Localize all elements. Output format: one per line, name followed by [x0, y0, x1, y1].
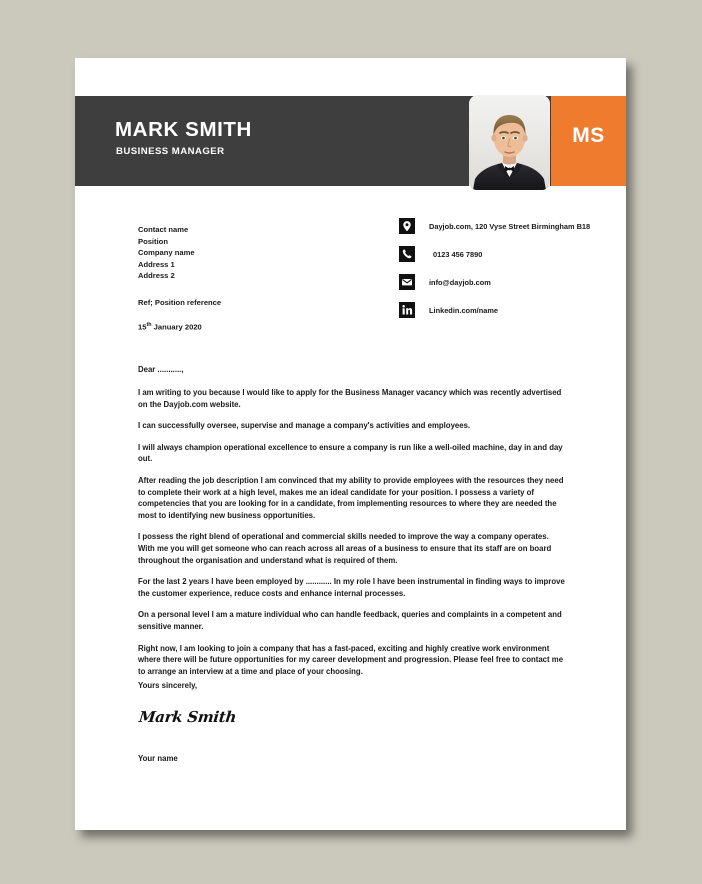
letter-body — [138, 387, 565, 687]
initials-block — [551, 96, 626, 186]
signature: Mark Smith — [138, 708, 238, 726]
location-pin-icon — [399, 218, 415, 234]
contact-email-text: info@dayjob.com — [429, 278, 491, 287]
contact-phone-text: 0123 456 7890 — [433, 250, 483, 259]
closing-line: Yours sincerely, — [138, 681, 198, 690]
letter-paragraph: On a personal level I am a mature individual who can handle feedback, queries and complaints in a competent and sensitive manner. — [138, 610, 562, 631]
recipient-block — [138, 224, 195, 282]
recipient-line: Address 1 — [138, 259, 175, 269]
date-day: 15 — [138, 322, 147, 332]
salutation: Dear ..........., — [138, 365, 184, 374]
contact-row-phone — [399, 246, 614, 274]
recipient-line: Address 2 — [138, 271, 175, 281]
letter-paragraph: I am writing to you because I would like to apply for the Business Manager vacancy which was recently advertised on the Dayjob.com website. — [138, 388, 562, 409]
contact-row-email — [399, 274, 614, 302]
letter-date — [138, 322, 202, 332]
letter-paragraph: For the last 2 years I have been employed by ............ In my role I have been instrumental in finding ways to improve the customer experience, reduce costs and enhance internal processes. — [138, 577, 565, 598]
recipient-line: Position — [138, 236, 168, 246]
contact-row-address — [399, 218, 614, 246]
phone-icon — [399, 246, 415, 262]
letter-paragraph: I will always champion operational excellence to ensure a company is run like a well-oiled machine, day in and day out. — [138, 442, 563, 464]
linkedin-icon — [399, 302, 415, 318]
letter-page — [75, 58, 626, 830]
recipient-line: Contact name — [138, 225, 189, 234]
letter-paragraph: I can successfully oversee, supervise and manage a company's activities and employees. — [138, 421, 471, 431]
profile-photo — [469, 95, 550, 190]
date-rest: January 2020 — [151, 322, 202, 332]
recipient-line: Company name — [138, 248, 195, 258]
letter-paragraph: Right now, I am looking to join a company that has a fast-paced, exciting and highly creative work environment where there will be future opportunities for my career development and progression. Please feel free to contact me to arrange an interview at a time and place of your choosing. — [138, 643, 564, 676]
initials-text: MS — [572, 124, 605, 147]
contact-address-text: Dayjob.com, 120 Vyse Street Birmingham B18 — [429, 222, 591, 231]
position-reference: Ref; Position reference — [138, 298, 222, 307]
header-job-title: BUSINESS MANAGER — [116, 146, 225, 157]
letter-paragraph: I possess the right blend of operational and commercial skills needed to improve the way a company operates. With me you will get someone who can reach across all areas of a business to ensure that its staff are on board throughout the organisation and understand what is required of them. — [138, 532, 552, 565]
your-name-placeholder: Your name — [138, 754, 178, 763]
contact-linkedin-text: Linkedin.com/name — [429, 306, 498, 315]
page-title: MARK SMITH — [115, 118, 252, 141]
letter-paragraph: After reading the job description I am convinced that my ability to provide employees with the resources they need to complete their work at a high level, makes me an ideal candidate for your position. I possess a variety of competencies that you are looking for in a candidate, from implementing resources to where they are needed the most to identifying new business opportunities. — [138, 475, 564, 520]
date-suffix: th — [146, 322, 152, 328]
contact-row-linkedin — [399, 302, 614, 330]
contact-details — [399, 218, 614, 330]
email-icon — [399, 274, 415, 290]
